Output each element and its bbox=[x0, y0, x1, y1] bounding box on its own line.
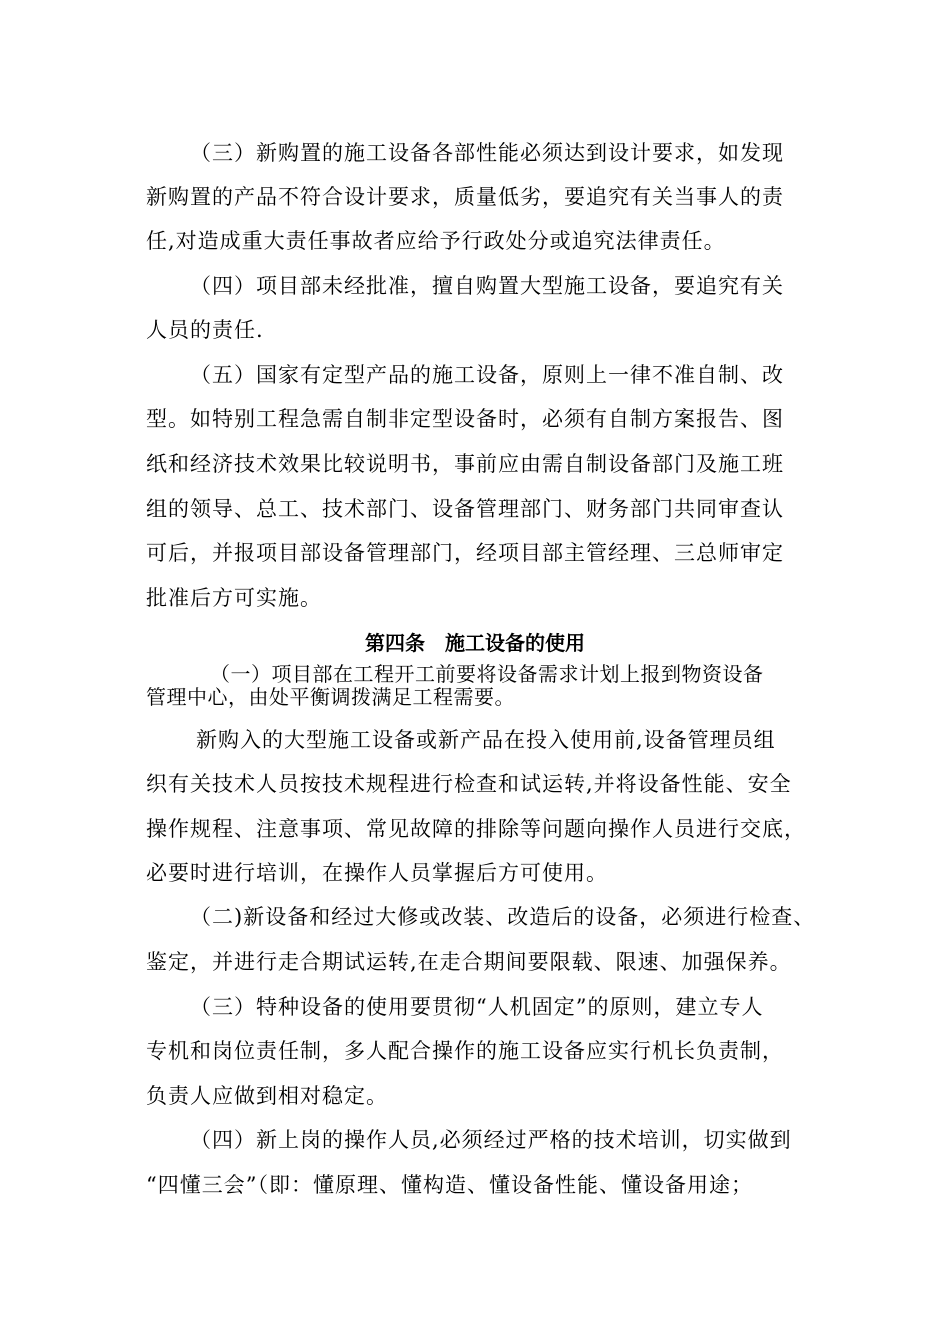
paragraph-3-line-2: 新购置的产品不符合设计要求，质量低劣，要追究有关当事人的责 bbox=[146, 185, 784, 209]
paragraph-3-line-1: （三）新购置的施工设备各部性能必须达到设计要求，如发现 bbox=[190, 141, 784, 165]
paragraph-5-line-2: 型。如特别工程急需自制非定型设备时，必须有自制方案报告、图 bbox=[146, 407, 784, 431]
usage-paragraph-1-line-1: （一）项目部在工程开工前要将设备需求计划上报到物资设备 bbox=[210, 662, 764, 686]
usage-paragraph-2-line-2: 鉴定，并进行走合期试运转,在走合期间要限载、限速、加强保养。 bbox=[146, 950, 792, 974]
new-equipment-line-2: 织有关技术人员按技术规程进行检查和试运转,并将设备性能、安全 bbox=[146, 772, 792, 796]
new-equipment-line-3: 操作规程、注意事项、常见故障的排除等问题向操作人员进行交底， bbox=[146, 817, 806, 841]
usage-paragraph-4-line-2: “四懂三会”（即：懂原理、懂构造、懂设备性能、懂设备用途； bbox=[146, 1173, 753, 1197]
paragraph-5-line-5: 可后，并报项目部设备管理部门，经项目部主管经理、三总师审定 bbox=[146, 541, 784, 565]
paragraph-5-line-4: 组的领导、总工、技术部门、设备管理部门、财务部门共同审查认 bbox=[146, 497, 784, 521]
paragraph-5-line-1: （五）国家有定型产品的施工设备，原则上一律不准自制、改 bbox=[190, 363, 784, 387]
paragraph-5-line-3: 纸和经济技术效果比较说明书，事前应由需自制设备部门及施工班 bbox=[146, 452, 784, 476]
usage-paragraph-3-line-1: （三）特种设备的使用要贯彻“人机固定”的原则，建立专人 bbox=[190, 995, 764, 1019]
usage-paragraph-1-line-2: 管理中心，由处平衡调拨满足工程需要。 bbox=[146, 685, 515, 709]
usage-paragraph-2-line-1: （二)新设备和经过大修或改装、改造后的设备，必须进行检查、 bbox=[190, 905, 816, 929]
usage-paragraph-4-line-1: （四）新上岗的操作人员,必须经过严格的技术培训，切实做到 bbox=[190, 1128, 792, 1152]
usage-paragraph-3-line-3: 负责人应做到相对稳定。 bbox=[146, 1084, 388, 1108]
new-equipment-line-1: 新购入的大型施工设备或新产品在投入使用前,设备管理员组 bbox=[196, 728, 776, 752]
new-equipment-line-4: 必要时进行培训，在操作人员掌握后方可使用。 bbox=[146, 861, 608, 885]
usage-paragraph-3-line-2: 专机和岗位责任制，多人配合操作的施工设备应实行机长负责制， bbox=[146, 1039, 784, 1063]
paragraph-4-line-1: （四）项目部未经批准，擅自购置大型施工设备，要追究有关 bbox=[190, 274, 784, 298]
paragraph-3-line-3: 任,对造成重大责任事故者应给予行政处分或追究法律责任。 bbox=[146, 229, 726, 253]
paragraph-4-line-2: 人员的责任. bbox=[146, 318, 264, 342]
section-heading: 第四条 施工设备的使用 bbox=[365, 631, 585, 655]
paragraph-5-line-6: 批准后方可实施。 bbox=[146, 586, 322, 610]
